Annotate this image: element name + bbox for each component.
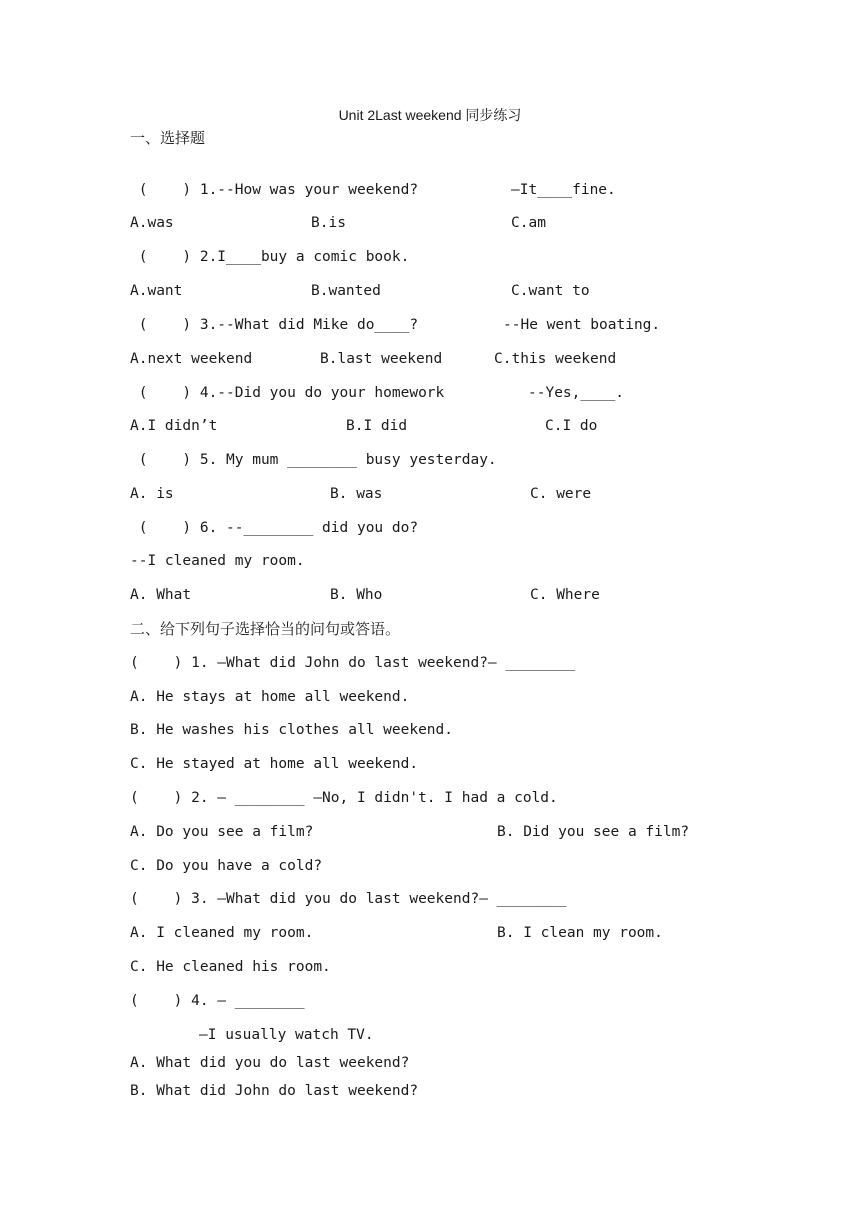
- s1-q6-option-a: A. What: [130, 587, 192, 603]
- s1-q1-option-b: B.is: [311, 215, 346, 231]
- s1-q5-option-b: B. was: [330, 486, 383, 502]
- s1-q4-question: ( ) 4.--Did you do your homework: [130, 385, 445, 401]
- s2-q3-option-c: C. He cleaned his room.: [130, 959, 331, 975]
- s2-q2-option-b: B. Did you see a film?: [497, 824, 690, 840]
- s1-q1-question: ( ) 1.--How was your weekend?: [130, 182, 419, 198]
- s2-q3-question: ( ) 3. —What did you do last weekend?— ________: [130, 891, 567, 907]
- s1-q3-option-a: A.next weekend: [130, 351, 253, 367]
- s1-q2-option-c: C.want to: [511, 283, 590, 299]
- section-2-heading: 二、给下列句子选择恰当的问句或答语。: [130, 620, 401, 638]
- s2-q3-option-a: A. I cleaned my room.: [130, 925, 314, 941]
- s1-q4-option-a: A.I didn’t: [130, 418, 218, 434]
- s1-q2-option-a: A.want: [130, 283, 183, 299]
- s2-q4-answer: —I usually watch TV.: [199, 1027, 374, 1043]
- s2-q1-option-c: C. He stayed at home all weekend.: [130, 756, 419, 772]
- s2-q2-option-c: C. Do you have a cold?: [130, 858, 323, 874]
- s1-q6-option-b: B. Who: [330, 587, 383, 603]
- s1-q1-answer: —It____fine.: [511, 182, 616, 198]
- s1-q5-option-c: C. were: [530, 486, 592, 502]
- s2-q1-option-a: A. He stays at home all weekend.: [130, 689, 410, 705]
- s2-q4-option-b: B. What did John do last weekend?: [130, 1083, 419, 1099]
- s1-q3-option-b: B.last weekend: [320, 351, 443, 367]
- s1-q6-question: ( ) 6. --________ did you do?: [130, 520, 419, 536]
- s2-q1-option-b: B. He washes his clothes all weekend.: [130, 722, 454, 738]
- s2-q2-option-a: A. Do you see a film?: [130, 824, 314, 840]
- s1-q1-option-c: C.am: [511, 215, 546, 231]
- s1-q3-option-c: C.this weekend: [494, 351, 617, 367]
- s1-q3-question: ( ) 3.--What did Mike do____?: [130, 317, 419, 333]
- s2-q3-option-b: B. I clean my room.: [497, 925, 663, 941]
- s1-q4-option-b: B.I did: [346, 418, 408, 434]
- s1-q1-option-a: A.was: [130, 215, 174, 231]
- s1-q2-option-b: B.wanted: [311, 283, 381, 299]
- s2-q4-question: ( ) 4. — ________: [130, 993, 305, 1009]
- s1-q5-option-a: A. is: [130, 486, 174, 502]
- s1-q5-question: ( ) 5. My mum ________ busy yesterday.: [130, 452, 497, 468]
- s1-q3-answer: --He went boating.: [503, 317, 661, 333]
- s1-q2-question: ( ) 2.I____buy a comic book.: [130, 249, 410, 265]
- s1-q4-answer: --Yes,____.: [528, 385, 625, 401]
- s2-q4-option-a: A. What did you do last weekend?: [130, 1055, 410, 1071]
- s1-q6-option-c: C. Where: [530, 587, 600, 603]
- page-title: Unit 2Last weekend 同步练习: [338, 107, 522, 123]
- s2-q2-question: ( ) 2. — ________ —No, I didn't. I had a cold.: [130, 790, 558, 806]
- s1-q6-answer: --I cleaned my room.: [130, 553, 305, 569]
- s2-q1-question: ( ) 1. —What did John do last weekend?— ________: [130, 655, 576, 671]
- section-1-heading: 一、选择题: [130, 129, 206, 147]
- s1-q4-option-c: C.I do: [545, 418, 598, 434]
